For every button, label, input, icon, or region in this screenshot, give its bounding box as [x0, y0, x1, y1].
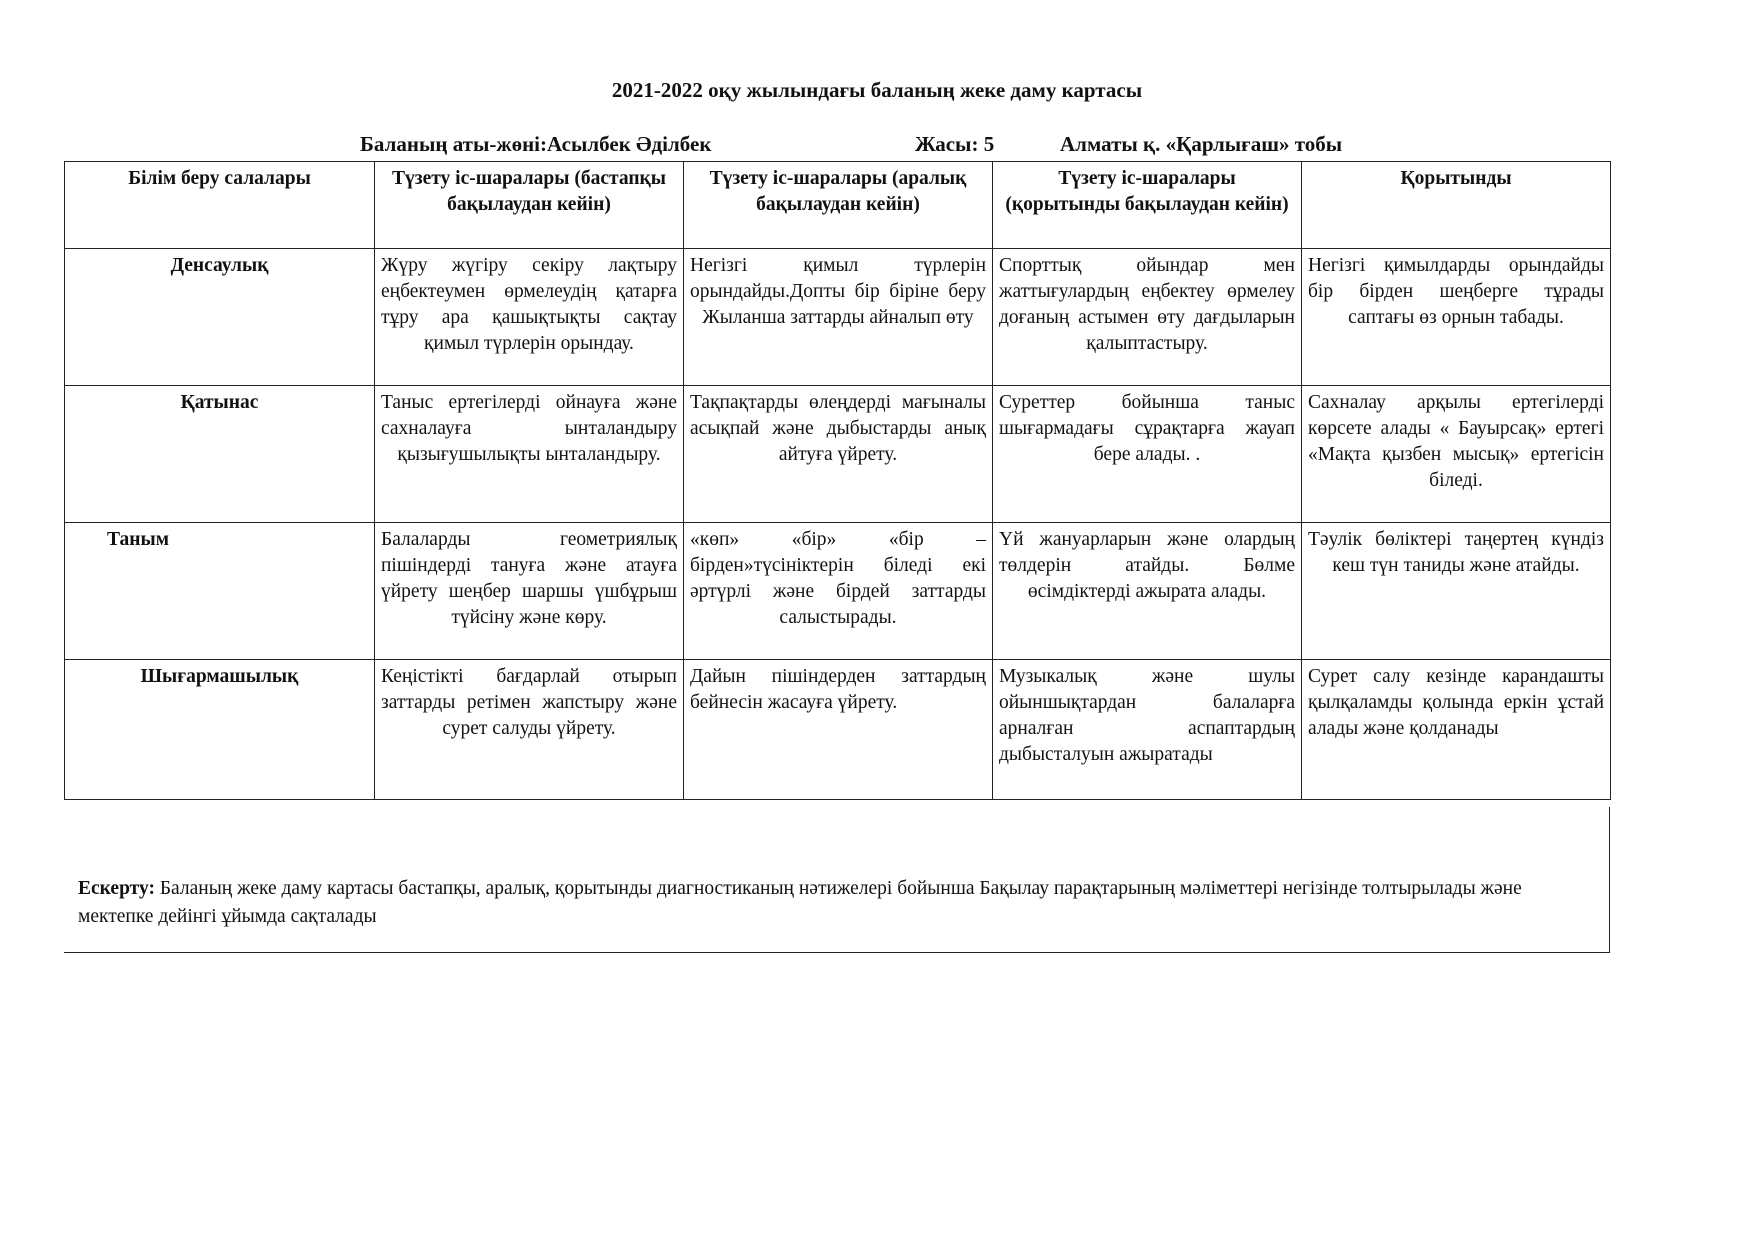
- header-conclusion: Қорытынды: [1302, 162, 1611, 249]
- header-final-measures: Түзету іс-шаралары (қорытынды бақылаудан кейін): [993, 162, 1302, 249]
- initial-cell: Таныс ертегілерді ойнауға және сахналауға ынталандыру қызығушылықты ынталандыру.: [375, 386, 684, 523]
- header-initial-measures: Түзету іс-шаралары (бастапқы бақылаудан кейін): [375, 162, 684, 249]
- initial-cell: Кеңістікті бағдарлай отырып заттарды ретімен жапстыру және сурет салуды үйрету.: [375, 660, 684, 800]
- table-row: [65, 249, 1611, 386]
- child-age: Жасы: 5: [915, 132, 995, 156]
- table-row: [65, 523, 1611, 660]
- group-place: Алматы қ. «Қарлығаш» тобы: [1060, 132, 1343, 156]
- note-text: Баланың жеке даму картасы бастапқы, аралық, қорытынды диагностиканың нәтижелері бойынша Бақылау парақтарының мәліметтері негізінде толтырылады және мектепке дейінгі ұйымда сақталады: [78, 878, 1522, 927]
- document-title: 2021-2022 оқу жылындағы баланың жеке даму картасы: [611, 78, 1143, 102]
- area-cell: Денсаулық: [65, 249, 375, 386]
- final-cell: Суреттер бойынша таныс шығармадағы сұрақтарға жауап бере алады. .: [993, 386, 1302, 523]
- conclusion-cell: Тәулік бөліктері таңертең күндіз кеш түн таниды және атайды.: [1302, 523, 1611, 660]
- area-cell: Қатынас: [65, 386, 375, 523]
- final-cell: Спорттық ойындар мен жаттығулардың еңбектеу өрмелеу доғаның астымен өту дағдыларын қалыптастыру.: [993, 249, 1302, 386]
- header-education-areas: Білім беру салалары: [65, 162, 375, 249]
- table-row: [65, 386, 1611, 523]
- conclusion-cell: Негізгі қимылдарды орындайды бір бірден шеңберге тұрады саптағы өз орнын табады.: [1302, 249, 1611, 386]
- intermediate-cell: Дайын пішіндерден заттардың бейнесін жасауға үйрету.: [684, 660, 993, 800]
- conclusion-cell: Сурет салу кезінде карандашты қылқаламды қолында еркін ұстай алады және қолданады: [1302, 660, 1611, 800]
- development-card-table: [64, 161, 1611, 800]
- conclusion-cell: Сахналау арқылы ертегілерді көрсете алады « Бауырсақ» ертегі «Мақта қызбен мысық» ертегісін біледі.: [1302, 386, 1611, 523]
- intermediate-cell: Негізгі қимыл түрлерін орындайды.Допты бір біріне беру Жыланша заттарды айналып өту: [684, 249, 993, 386]
- table-row: [65, 660, 1611, 800]
- intermediate-cell: Тақпақтарды өлеңдерді мағыналы асықпай және дыбыстарды анық айтуға үйрету.: [684, 386, 993, 523]
- table-header-row: [65, 162, 1611, 249]
- note-label: Ескерту:: [78, 878, 155, 899]
- final-cell: Үй жануарларын және олардың төлдерін атайды. Бөлме өсімдіктерді ажырата алады.: [993, 523, 1302, 660]
- area-cell: Шығармашылық: [65, 660, 375, 800]
- area-cell: Таным: [65, 523, 375, 660]
- note-box: [64, 807, 1610, 953]
- intermediate-cell: «көп» «бір» «бір – бірден»түсініктерін біледі екі әртүрлі және бірдей заттарды салыстырады.: [684, 523, 993, 660]
- note-paragraph: [78, 875, 1598, 931]
- initial-cell: Балаларды геометриялық пішіндерді тануға және атауға үйрету шеңбер шаршы үшбұрыш түйсіну және көру.: [375, 523, 684, 660]
- final-cell: Музыкалық және шулы ойыншықтардан балаларға арналған аспаптардың дыбысталуын ажыратады: [993, 660, 1302, 800]
- child-name: Баланың аты-жөні:Асылбек Әділбек: [360, 132, 712, 156]
- header-intermediate-measures: Түзету іс-шаралары (аралық бақылаудан кейін): [684, 162, 993, 249]
- initial-cell: Жүру жүгіру секіру лақтыру еңбектеумен өрмелеудің қатарға тұру ара қашықтықты сақтау қимыл түрлерін орындау.: [375, 249, 684, 386]
